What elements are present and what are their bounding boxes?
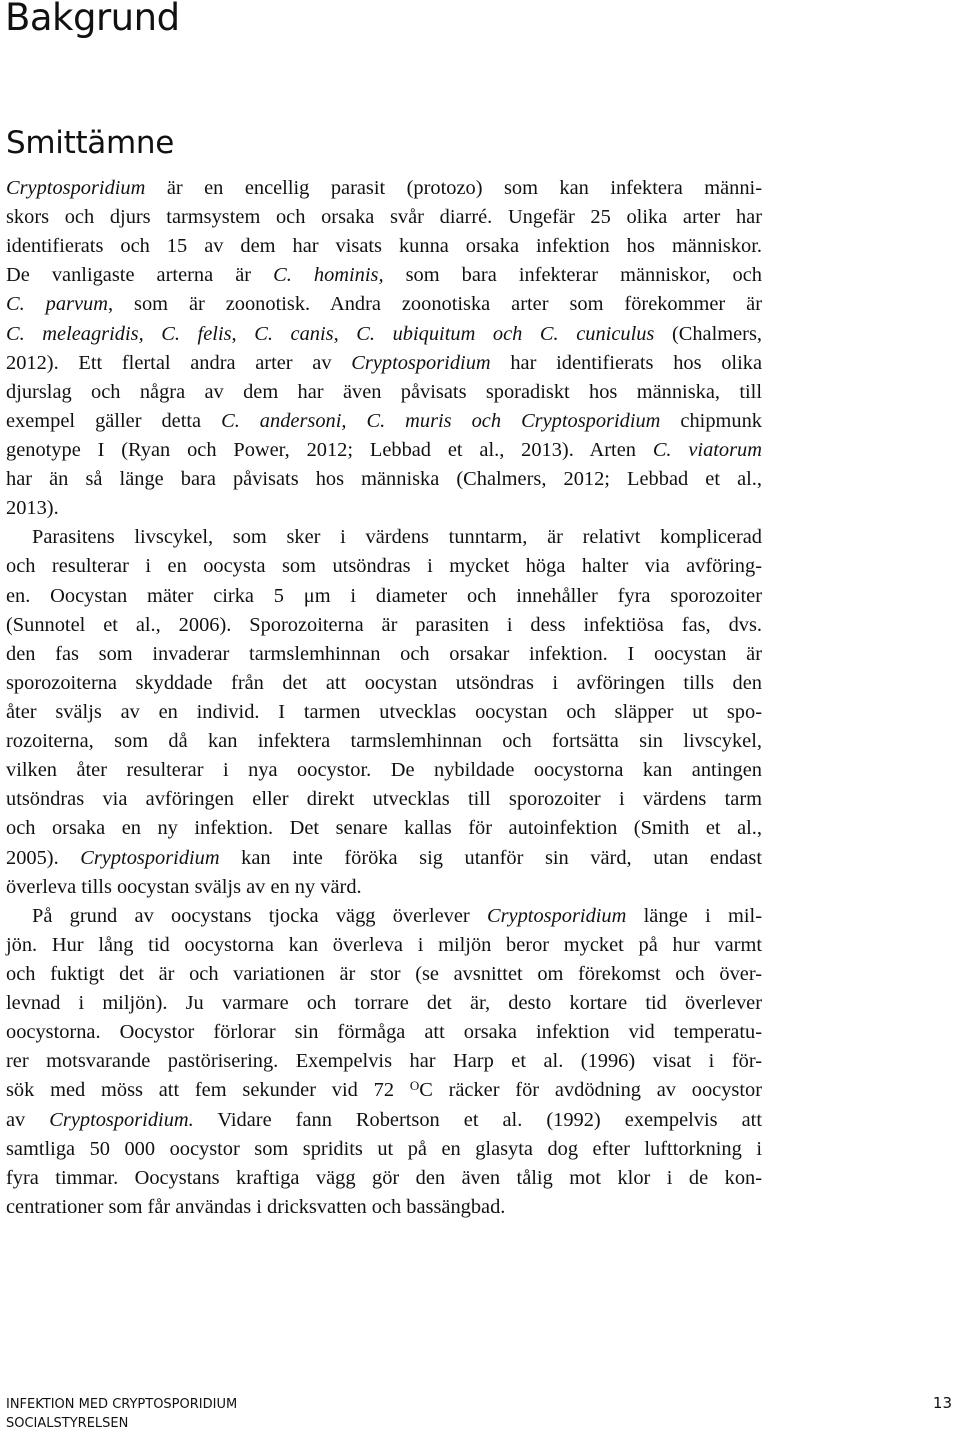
body-text-line: jön. Hur lång tid oocystorna kan överleva i miljön beror mycket på hur varmt [6,933,762,956]
body-text-line: oocystorna. Oocystor förlorar sin förmåga att orsaka infektion vid temperatu- [6,1021,762,1044]
body-text-line: djurslag och några av dem har även påvisats sporadiskt hos människa, till [6,380,762,403]
body-text-line: rozoiterna, som då kan infektera tarmslemhinnan och fortsätta sin livscykel, [6,730,762,753]
body-text-line: levnad i miljön). Ju varmare och torrare det är, desto kortare tid överlever [6,992,762,1015]
body-text-line: överleva tills oocystan sväljs av en ny värd. [6,875,362,898]
body-text-line: den fas som invaderar tarmslemhinnan och orsakar infektion. I oocystan är [6,642,762,665]
body-text-line: 2005). Cryptosporidium kan inte föröka sig utanför sin värd, utan endast [6,846,762,869]
body-text-line: sporozoiterna skyddade från det att oocystan utsöndras i avföringen tills den [6,671,762,694]
footer-organization: SOCIALSTYRELSEN [6,1416,129,1431]
body-text-line: identifierats och 15 av dem har visats kunna orsaka infektion hos människor. [6,235,762,258]
subsection-heading: Smittämne [6,125,175,161]
body-text-line: Parasitens livscykel, som sker i värdens tunntarm, är relativt komplicerad [32,526,762,549]
body-text-line: På grund av oocystans tjocka vägg överlever Cryptosporidium länge i mil- [32,904,762,927]
body-text-line: sök med möss att fem sekunder vid 72 $^O$C räcker för avdödning av oocystor [6,1078,763,1102]
body-text-line: C. meleagridis, C. felis, C. canis, C. ubiquitum och C. cuniculus (Chalmers, [6,322,763,345]
body-text-line: en. Oocystan mäter cirka 5 μm i diameter och innehåller fyra sporozoiter [6,584,762,607]
body-text-line: rer motsvarande pastörisering. Exempelvis har Harp et al. (1996) visat i för- [6,1050,762,1073]
footer-document-title: INFEKTION MED CRYPTOSPORIDIUM [6,1397,238,1412]
body-text-line: 2012). Ett flertal andra arter av Cryptosporidium har identifierats hos olika [6,351,762,374]
body-text-line: och fuktigt det är och variationen är stor (se avsnittet om förekomst och över- [6,962,762,985]
body-text-line: C. parvum, som är zoonotisk. Andra zoonotiska arter som förekommer är [6,293,762,316]
body-text-line: exempel gäller detta C. andersoni, C. muris och Cryptosporidium chipmunk [6,409,762,432]
body-text-line: genotype I (Ryan och Power, 2012; Lebbad et al., 2013). Arten C. viatorum [6,438,762,461]
body-text-line: fyra timmar. Oocystans kraftiga vägg gör den även tålig mot klor i de kon- [6,1166,762,1189]
body-text-line: (Sunnotel et al., 2006). Sporozoiterna är parasiten i dess infektiösa fas, dvs. [6,613,762,636]
body-text-line: skors och djurs tarmsystem och orsaka svår diarré. Ungefär 25 olika arter har [6,206,762,229]
body-text [6,174,762,1222]
body-text-line: 2013). [6,497,59,520]
body-text-line: centrationer som får användas i dricksvatten och bassängbad. [6,1195,506,1218]
page-section-title: Bakgrund [5,0,180,39]
body-text-line: vilken åter resulterar i nya oocystor. De nybildade oocystorna kan antingen [6,759,762,782]
body-text-line: och resulterar i en oocysta som utsöndras i mycket höga halter via avföring- [6,555,762,578]
body-text-line: av Cryptosporidium. Vidare fann Robertson et al. (1992) exempelvis att [6,1108,763,1131]
body-text-line: och orsaka en ny infektion. Det senare kallas för autoinfektion (Smith et al., [6,817,762,840]
body-text-line: De vanligaste arterna är C. hominis, som bara infekterar människor, och [6,264,762,287]
body-text-line: åter sväljs av en individ. I tarmen utvecklas oocystan och släpper ut spo- [6,700,762,723]
body-text-line: Cryptosporidium är en encellig parasit (protozo) som kan infektera männi- [6,177,762,199]
body-text-line: utsöndras via avföringen eller direkt utvecklas till sporozoiter i värdens tarm [6,788,762,811]
body-text-line: samtliga 50 000 oocystor som spridits ut på en glasyta dog efter lufttorkning i [6,1137,762,1160]
page-number: 13 [932,1394,952,1412]
body-text-line: har än så länge bara påvisats hos människa (Chalmers, 2012; Lebbad et al., [6,468,762,491]
